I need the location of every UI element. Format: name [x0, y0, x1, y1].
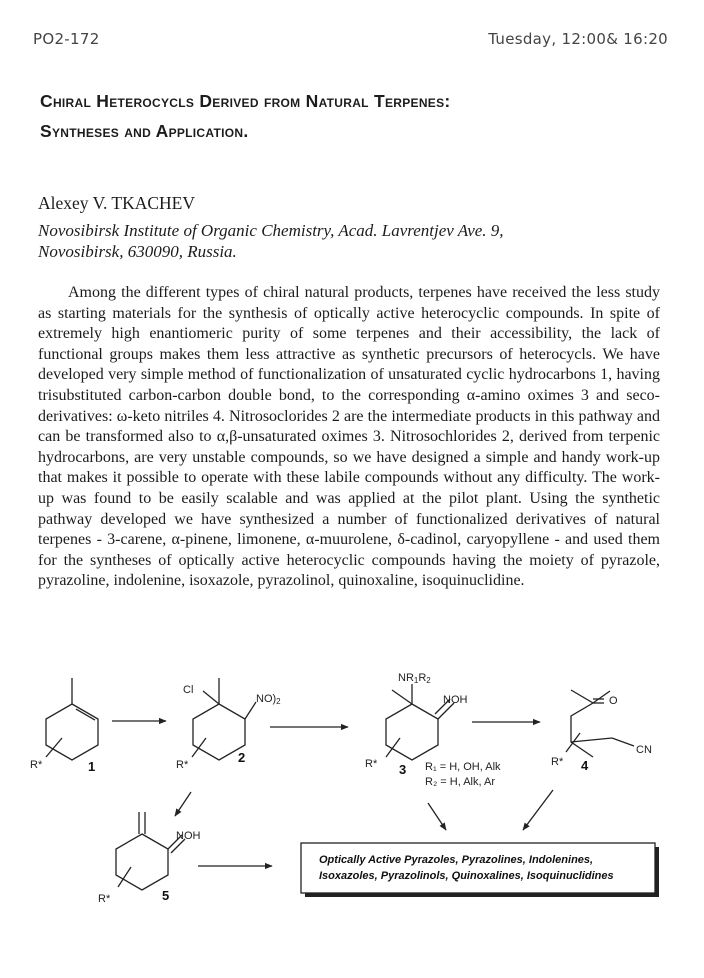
- nr-label-sub-1: 1: [413, 676, 419, 685]
- arrow-4-to-box: [523, 790, 553, 830]
- compound-3-r-label: R*: [365, 758, 378, 770]
- compound-1-number: 1: [88, 759, 96, 774]
- title-line-2: Syntheses and Application.: [40, 121, 249, 141]
- compound-2-structure: [192, 678, 256, 760]
- compound-5-r-label: R*: [98, 893, 111, 905]
- product-box: [301, 843, 655, 893]
- compound-3-nr-label: [398, 672, 431, 685]
- reaction-scheme: [0, 660, 704, 950]
- compound-2-no-label: [256, 693, 281, 706]
- compound-5-structure: [116, 812, 185, 890]
- compound-5-noh-label: NOH: [176, 830, 201, 842]
- product-box-line-2: Isoxazoles, Pyrazolinols, Quinoxalines, Isoquinuclidines: [319, 870, 614, 882]
- compound-5-number: 5: [162, 888, 170, 903]
- nr-label-n: NR: [398, 672, 414, 684]
- affiliation-line-1: Novosibirsk Institute of Organic Chemistry, Acad. Lavrentjev Ave. 9,: [38, 221, 504, 240]
- compound-4-number: 4: [581, 758, 589, 773]
- compound-1-r-label: R*: [30, 759, 43, 771]
- r1-definition: R₁ = H, OH, Alk: [425, 761, 501, 773]
- arrow-3-to-box: [428, 803, 446, 830]
- no-label-subscript: 2: [276, 697, 281, 706]
- abstract-text: Among the different types of chiral natural products, terpenes have received the less study as starting materials for the synthesis of optically active heterocyclic compounds. In spite of extremely high enantiomeric purity of some terpenes and their accessibility, the lack of functional groups makes them less attractive as synthetic precursors of heterocycls. We have developed very simple method of functionalization of unsaturated cyclic hydrocarbons 1, having trisubstituted carbon-carbon double bond, to the corresponding α-amino oximes 3 and seco-derivatives: ω-keto nitriles 4. Nitrosoclorides 2 are the intermediate products in this pathway and can be transformed also to α,β-unsaturated oximes 3. Nitrosochlorides 2, derived from terpenic hydrocarbons, are very unstable compounds, so we have designed a simple and handy work-up that makes it possible to operate with these labile compounds without any difficulty. The work-up was found to be easily scalable and was applied at the pilot plant. Using the synthetic pathway developed we have synthesized a number of functionalized derivatives of natural terpenes - 3-carene, α-pinene, limonene, α-muurolene, δ-cadinol, caryopyllene - and used them for the syntheses of optically active heterocyclic compounds having the moiety of pyrazole, pyrazoline, indolenine, isoxazole, pyrazolinol, quinoxaline, isoquinuclidine.: [38, 284, 660, 590]
- compound-4-structure: [566, 690, 634, 757]
- author-name: Alexey V. TKACHEV: [38, 193, 196, 213]
- paper-title: [40, 86, 680, 146]
- compound-4-cn-label: CN: [636, 744, 652, 756]
- compound-3-noh-label: NOH: [443, 694, 468, 706]
- no-label-text: NO): [256, 693, 277, 705]
- compound-4-o-label: O: [609, 695, 618, 707]
- nr-label-sub-2: 2: [426, 676, 431, 685]
- compound-4-r-label: R*: [551, 756, 564, 768]
- compound-2-number: 2: [238, 750, 246, 765]
- compound-2-r-label: R*: [176, 759, 189, 771]
- session-time: Tuesday, 12:00& 16:20: [488, 30, 668, 48]
- nr-label-r: R: [418, 672, 427, 684]
- compound-1-structure: [46, 678, 98, 760]
- compound-3-number: 3: [399, 762, 407, 777]
- compound-2-cl-label: Cl: [183, 684, 194, 696]
- title-line-1: Chiral Heterocycls Derived from Natural Terpenes:: [40, 91, 451, 111]
- affiliation-line-2: Novosibirsk, 630090, Russia.: [38, 242, 237, 261]
- abstract-code: PO2-172: [33, 30, 100, 48]
- r2-definition: R₂ = H, Alk, Ar: [425, 776, 495, 788]
- affiliation: [38, 220, 638, 262]
- product-box-line-1: Optically Active Pyrazoles, Pyrazolines, Indolenines,: [319, 854, 594, 866]
- arrow-2-to-5: [175, 792, 191, 816]
